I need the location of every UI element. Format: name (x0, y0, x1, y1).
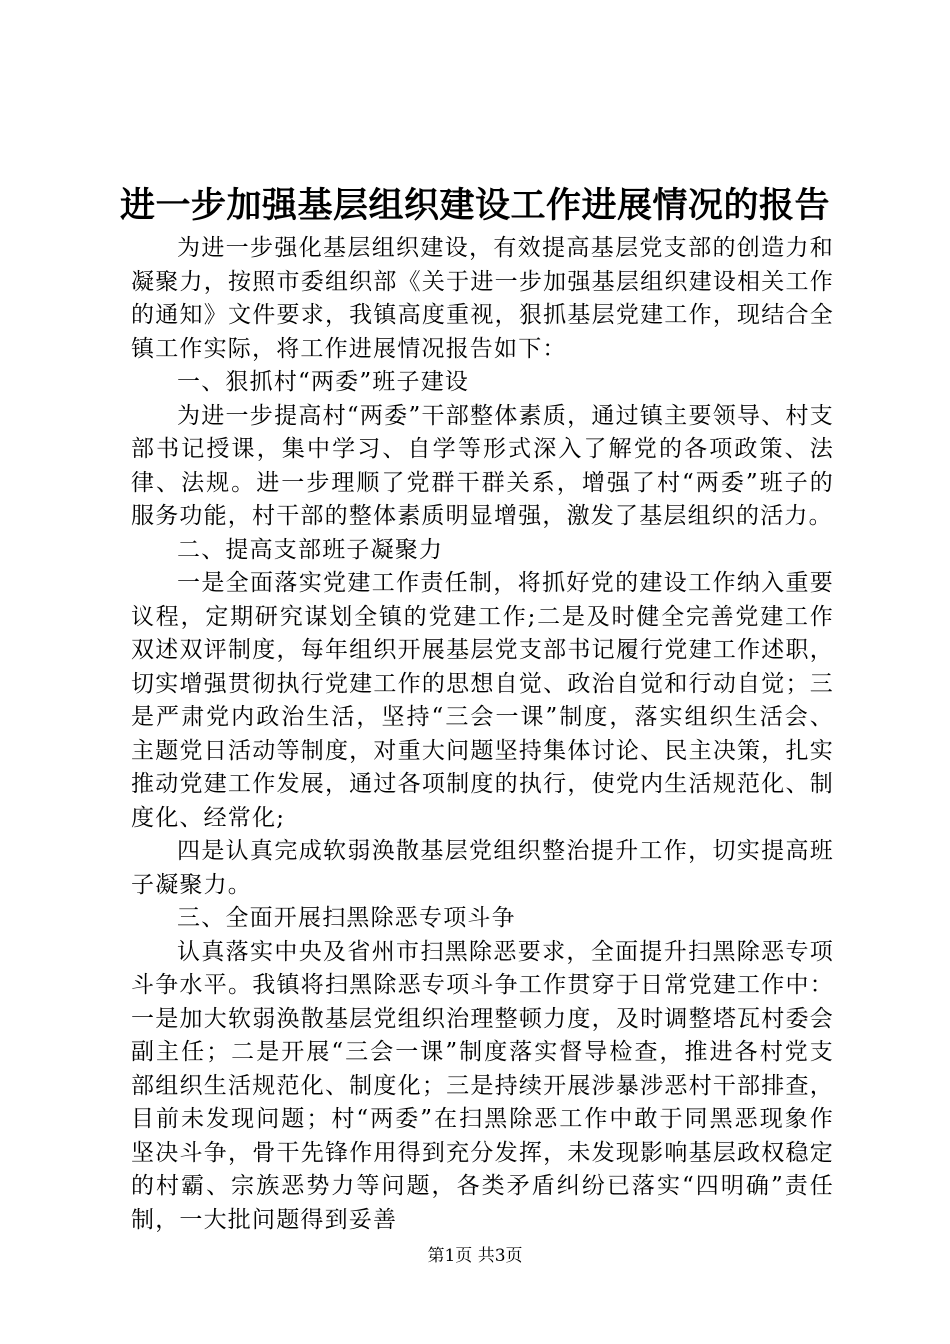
section-1-paragraph: 为进一步提高村“两委”干部整体素质，通过镇主要领导、村支部书记授课，集中学习、自学等形式深入了解党的各项政策、法律、法规。进一步理顺了党群干群关系，增强了村“两委”班子的服务功能，村干部的整体素质明显增强，激发了基层组织的活力。 (131, 402, 834, 529)
section-3-heading: 三、全面开展扫黑除恶专项斗争 (177, 905, 516, 931)
section-2-paragraph-2: 四是认真完成软弱涣散基层党组织整治提升工作，切实提高班子凝聚力。 (131, 838, 834, 898)
section-2-paragraph-1: 一是全面落实党建工作责任制，将抓好党的建设工作纳入重要议程，定期研究谋划全镇的党建工作;二是及时健全完善党建工作双述双评制度，每年组织开展基层党支部书记履行党建工作述职，切实增强贯彻执行党建工作的思想自觉、政治自觉和行动自觉；三是严肃党内政治生活，坚持“三会一课”制度，落实组织生活会、主题党日活动等制度，对重大问题坚持集体讨论、民主决策，扎实推动党建工作发展，通过各项制度的执行，使党内生活规范化、制度化、经常化; (131, 570, 834, 831)
document-body (131, 232, 834, 1237)
section-1-heading: 一、狠抓村“两委”班子建设 (177, 369, 470, 395)
intro-paragraph: 为进一步强化基层组织建设，有效提高基层党支部的创造力和凝聚力，按照市委组织部《关于进一步加强基层组织建设相关工作的通知》文件要求，我镇高度重视，狠抓基层党建工作，现结合全镇工作实际，将工作进展情况报告如下： (131, 235, 834, 362)
page-number-footer: 第1页 共3页 (427, 1246, 523, 1266)
document-title: 进一步加强基层组织建设工作进展情况的报告 (119, 185, 830, 226)
section-3-paragraph: 认真落实中央及省州市扫黑除恶要求，全面提升扫黑除恶专项斗争水平。我镇将扫黑除恶专项斗争工作贯穿于日常党建工作中：一是加大软弱涣散基层党组织治理整顿力度，及时调整塔瓦村委会副主任；二是开展“三会一课”制度落实督导检查，推进各村党支部组织生活规范化、制度化；三是持续开展涉暴涉恶村干部排查，目前未发现问题；村“两委”在扫黑除恶工作中敢于同黑恶现象作坚决斗争，骨干先锋作用得到充分发挥，未发现影响基层政权稳定的村霸、宗族恶势力等问题，各类矛盾纠纷已落实“四明确”责任制，一大批问题得到妥善 (131, 938, 834, 1233)
section-2-heading: 二、提高支部班子凝聚力 (177, 536, 444, 563)
